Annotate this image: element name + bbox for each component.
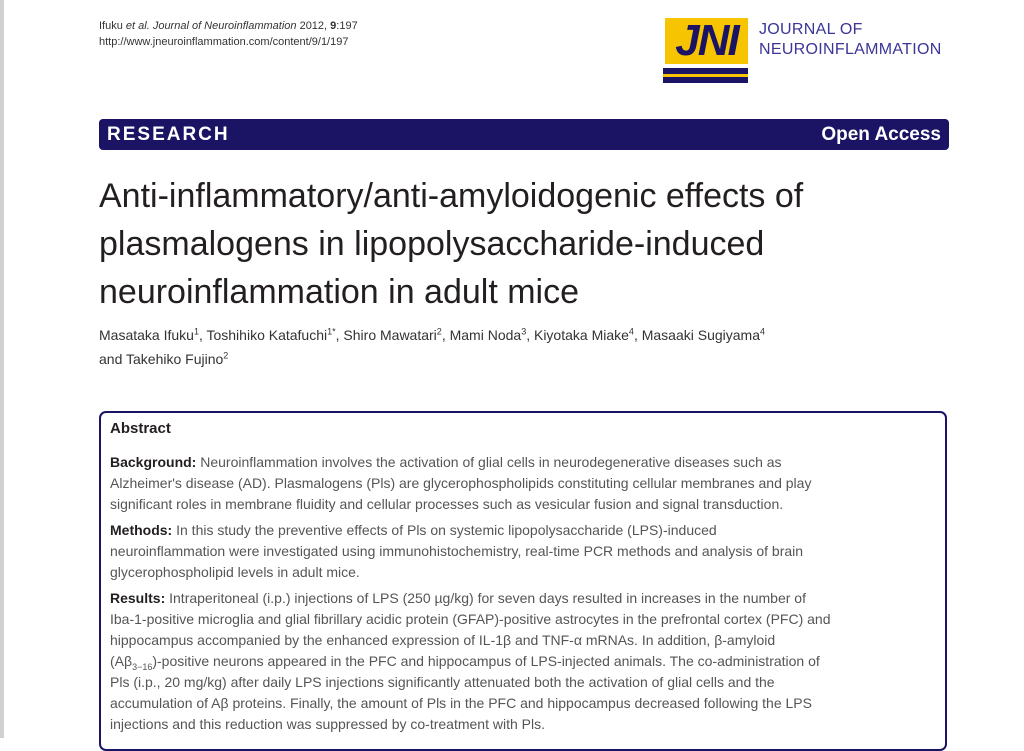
abstract-line <box>110 588 936 609</box>
abstract-text: Intraperitoneal (i.p.) injections of LPS (250 µg/kg) for seven days resulted in increases in the number of <box>165 590 806 606</box>
jni-logo-letters: JNI <box>665 18 748 64</box>
author-list <box>99 323 939 371</box>
author-name[interactable]: Shiro Mawatari <box>343 327 437 343</box>
abstract-line: glycerophospholipid levels in adult mice. <box>110 564 360 580</box>
author-affiliation: 2 <box>223 350 229 361</box>
journal-name-line-1: JOURNAL OF <box>759 21 863 38</box>
journal-logo[interactable] <box>663 16 963 88</box>
author-separator: , <box>198 327 207 343</box>
section-label: Results: <box>110 590 166 606</box>
author-and: and <box>99 351 126 367</box>
abstract-line: Pls (i.p., 20 mg/kg) after daily LPS injections significantly attenuated both the activation of glial cells and the <box>110 674 775 690</box>
author-name[interactable]: Takehiko Fujino <box>126 351 224 367</box>
author-name[interactable]: Kiyotaka Miake <box>533 327 629 343</box>
abstract-line <box>110 520 936 541</box>
author-name[interactable]: Mami Noda <box>449 327 522 343</box>
author-line-2 <box>99 347 939 371</box>
abstract-subscript: 3−16 <box>132 661 153 672</box>
abstract-line: accumulation of Aβ proteins. Finally, the amount of Pls in the PFC and hippocampus decreased following the LPS <box>110 695 812 711</box>
citation-volume: 9 <box>330 20 337 32</box>
abstract-line: Iba-1-positive microglia and glial fibrillary acidic protein (GFAP)-positive astrocytes in the prefrontal cortex (PFC) and <box>110 611 831 627</box>
abstract-line <box>110 651 936 672</box>
abstract-results <box>110 588 936 735</box>
citation-journal: Journal of Neuroinflammation <box>149 20 297 32</box>
abstract-line: neuroinflammation were investigated using immunohistochemistry, real-time PCR methods and analysis of brain <box>110 543 804 559</box>
citation-header <box>99 18 358 50</box>
section-label: Background: <box>110 454 197 470</box>
logo-stripe <box>663 77 748 83</box>
abstract-line: significant roles in membrane fluidity and cellular processes such as vesicular fusion and signal transduction. <box>110 496 784 512</box>
author-name[interactable]: Toshihiko Katafuchi <box>206 327 328 343</box>
author-separator: , <box>633 327 642 343</box>
abstract-text: )-positive neurons appeared in the PFC and hippocampus of LPS-injected animals. The co-administration of <box>152 653 820 669</box>
author-affiliation: 1* <box>327 326 336 337</box>
citation-year: 2012, <box>296 20 331 32</box>
open-access-label: Open Access <box>821 124 941 145</box>
abstract-methods <box>110 520 936 583</box>
article-type-banner <box>99 119 949 150</box>
author-name[interactable]: Masaaki Sugiyama <box>641 327 760 343</box>
author-name[interactable]: Masataka Ifuku <box>99 327 194 343</box>
abstract-line: injections and this reduction was suppressed by co-treatment with Pls. <box>110 716 545 732</box>
abstract-text: (Aβ <box>110 653 133 669</box>
journal-name-line-2: NEUROINFLAMMATION <box>759 41 942 58</box>
journal-name <box>759 20 942 60</box>
author-affiliation: 4 <box>760 326 766 337</box>
author-separator: , <box>526 327 534 343</box>
abstract-text: In this study the preventive effects of Pls on systemic lipopolysaccharide (LPS)-induced <box>172 522 717 538</box>
author-affiliation: 4 <box>628 326 634 337</box>
section-label: Methods: <box>110 522 173 538</box>
author-affiliation: 1 <box>193 326 199 337</box>
title-line: Anti-inflammatory/anti-amyloidogenic effects of <box>99 177 804 215</box>
citation-author: Ifuku <box>99 20 126 32</box>
abstract-heading: Abstract <box>110 420 171 437</box>
abstract-background <box>110 452 936 515</box>
title-line: neuroinflammation in adult mice <box>99 273 580 311</box>
abstract-line: hippocampus accompanied by the enhanced expression of IL-1β and TNF-α mRNAs. In addition, β-amyloid <box>110 632 776 648</box>
abstract-line <box>110 452 936 473</box>
page-left-edge <box>0 0 4 738</box>
author-line-1 <box>99 323 939 347</box>
abstract-line: Alzheimer's disease (AD). Plasmalogens (Pls) are glycerophospholipids constituting cellular membranes and play <box>110 475 812 491</box>
citation-etal: et al. <box>125 20 150 32</box>
author-affiliation: 2 <box>436 326 442 337</box>
article-title <box>99 172 959 316</box>
author-separator: , <box>335 327 344 343</box>
article-type-label: RESEARCH <box>107 124 230 145</box>
citation-url[interactable]: http://www.jneuroinflammation.com/content/9/1/197 <box>99 36 349 48</box>
author-separator: , <box>441 327 450 343</box>
citation-pages: :197 <box>336 20 358 32</box>
abstract-text: Neuroinflammation involves the activation of glial cells in neurodegenerative diseases such as <box>196 454 782 470</box>
title-line: plasmalogens in lipopolysaccharide-induced <box>99 225 765 263</box>
citation-line-1 <box>99 18 358 34</box>
author-affiliation: 3 <box>521 326 527 337</box>
jni-logo-mark <box>663 16 748 86</box>
